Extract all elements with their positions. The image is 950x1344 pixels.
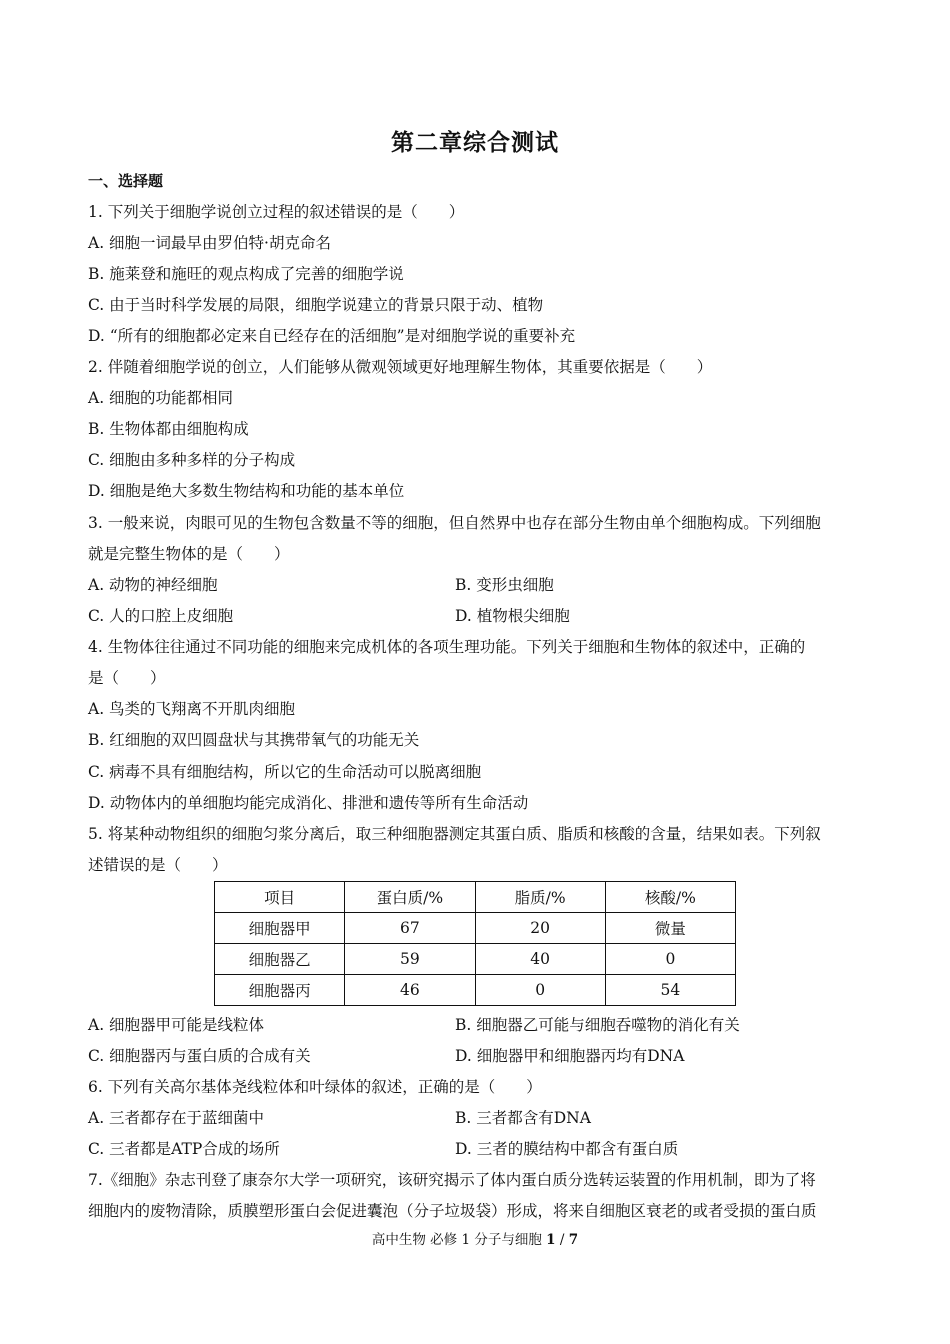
- question-1-stem: 1. 下列关于细胞学说创立过程的叙述错误的是（ ）: [88, 203, 465, 221]
- table-cell: 0: [605, 944, 735, 975]
- page-total: 7: [568, 1232, 579, 1248]
- question-4-stem: 4. 生物体往往通过不同功能的细胞来完成机体的各项生理功能。下列关于细胞和生物体的叙述中，正确的: [88, 638, 806, 656]
- question-6-option-a: A. 三者都存在于蓝细菌中: [88, 1109, 265, 1127]
- question-3-stem: 3. 一般来说，肉眼可见的生物包含数量不等的细胞，但自然界中也存在部分生物由单个细胞构成。下列细胞: [88, 514, 821, 532]
- table-row: [215, 975, 736, 1006]
- table-cell: 46: [345, 975, 475, 1006]
- question-3-option-b: B. 变形虫细胞: [455, 576, 554, 594]
- question-6-option-c: C. 三者都是ATP合成的场所: [88, 1140, 280, 1158]
- question-4-stem-cont: 是（ ）: [88, 669, 166, 687]
- question-4-option-d: D. 动物体内的单细胞均能完成消化、排泄和遗传等所有生命活动: [88, 794, 529, 812]
- question-3-stem-cont: 就是完整生物体的是（ ）: [88, 545, 290, 563]
- table-header-row: [215, 882, 736, 913]
- page-footer: [0, 1228, 950, 1248]
- question-2-option-a: A. 细胞的功能都相同: [88, 389, 234, 407]
- table-cell: 细胞器甲: [215, 913, 345, 944]
- page-title: 第二章综合测试: [391, 129, 559, 156]
- question-3-option-d: D. 植物根尖细胞: [455, 607, 570, 625]
- page-number: 1: [546, 1232, 556, 1248]
- question-4-option-a: A. 鸟类的飞翔离不开肌肉细胞: [88, 700, 296, 718]
- table-cell: 微量: [605, 913, 735, 944]
- question-1-option-c: C. 由于当时科学发展的局限，细胞学说建立的背景只限于动、植物: [88, 296, 544, 314]
- question-6-option-d: D. 三者的膜结构中都含有蛋白质: [455, 1140, 679, 1158]
- question-5-stem-cont: 述错误的是（ ）: [88, 856, 228, 874]
- table-cell: 细胞器丙: [215, 975, 345, 1006]
- question-6-option-b: B. 三者都含有DNA: [455, 1109, 591, 1127]
- question-5-stem: 5. 将某种动物组织的细胞匀浆分离后，取三种细胞器测定其蛋白质、脂质和核酸的含量，结果如表。下列叙: [88, 825, 821, 843]
- question-5-option-a: A. 细胞器甲可能是线粒体: [88, 1016, 265, 1034]
- table-cell: 细胞器乙: [215, 944, 345, 975]
- question-4-option-c: C. 病毒不具有细胞结构，所以它的生命活动可以脱离细胞: [88, 763, 482, 781]
- section-heading: 一、选择题: [88, 172, 164, 190]
- question-1-option-a: A. 细胞一词最早由罗伯特·胡克命名: [88, 234, 331, 252]
- question-1-option-b: B. 施莱登和施旺的观点构成了完善的细胞学说: [88, 265, 404, 283]
- table-header-cell: 核酸/%: [605, 882, 735, 913]
- question-2-option-c: C. 细胞由多种多样的分子构成: [88, 451, 296, 469]
- footer-text: 高中生物 必修 1 分子与细胞: [371, 1232, 542, 1248]
- page-separator: /: [555, 1232, 569, 1248]
- question-5-option-d: D. 细胞器甲和细胞器丙均有DNA: [455, 1047, 685, 1065]
- table-cell: 54: [605, 975, 735, 1006]
- question-3-option-a: A. 动物的神经细胞: [88, 576, 218, 594]
- organelle-table: [214, 881, 736, 1006]
- question-2-stem: 2. 伴随着细胞学说的创立，人们能够从微观领域更好地理解生物体，其重要依据是（ ）: [88, 358, 713, 376]
- table-header-cell: 脂质/%: [475, 882, 605, 913]
- question-2-option-d: D. 细胞是绝大多数生物结构和功能的基本单位: [88, 482, 405, 500]
- table-cell: 20: [475, 913, 605, 944]
- question-7-stem: 7.《细胞》杂志刊登了康奈尔大学一项研究，该研究揭示了体内蛋白质分选转运装置的作用机制，即为了将: [88, 1171, 816, 1189]
- question-3-option-c: C. 人的口腔上皮细胞: [88, 607, 234, 625]
- table-header-cell: 蛋白质/%: [345, 882, 475, 913]
- question-2-option-b: B. 生物体都由细胞构成: [88, 420, 249, 438]
- table-cell: 0: [475, 975, 605, 1006]
- question-5-option-c: C. 细胞器丙与蛋白质的合成有关: [88, 1047, 311, 1065]
- question-1-option-d: D. “所有的细胞都必定来自已经存在的活细胞”是对细胞学说的重要补充: [88, 327, 576, 345]
- table-cell: 59: [345, 944, 475, 975]
- table-header-cell: 项目: [215, 882, 345, 913]
- table-cell: 40: [475, 944, 605, 975]
- question-5-option-b: B. 细胞器乙可能与细胞吞噬物的消化有关: [455, 1016, 740, 1034]
- table-row: [215, 944, 736, 975]
- table-cell: 67: [345, 913, 475, 944]
- question-7-stem-cont: 细胞内的废物清除，质膜塑形蛋白会促进囊泡（分子垃圾袋）形成，将来自细胞区衰老的或者受损的蛋白质: [88, 1202, 817, 1220]
- table-row: [215, 913, 736, 944]
- question-6-stem: 6. 下列有关高尔基体尧线粒体和叶绿体的叙述，正确的是（ ）: [88, 1078, 542, 1096]
- question-4-option-b: B. 红细胞的双凹圆盘状与其携带氧气的功能无关: [88, 731, 420, 749]
